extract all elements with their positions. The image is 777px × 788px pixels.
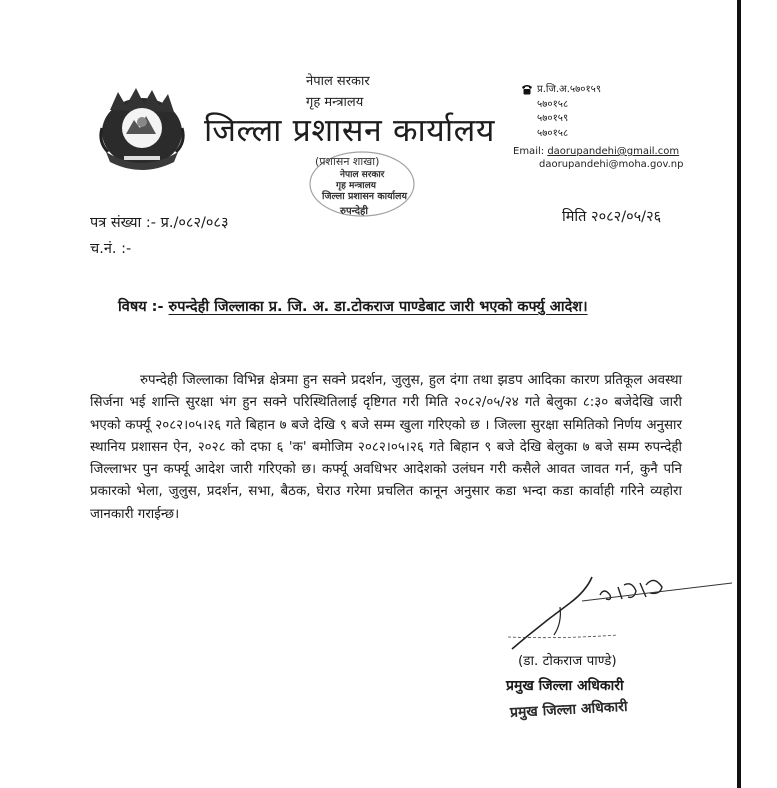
email-link[interactable]: daorupandehi@gmail.com [547, 146, 680, 157]
email-block [513, 145, 683, 171]
body-paragraph: रुपन्देही जिल्लाका विभिन्न क्षेत्रमा हुन सक्ने प्रदर्शन, जुलुस, हुल दंगा तथा झडप आदिका कारण प्रतिकूल अवस्था सिर्जना भई शान्ति सुरक्षा भंग हुन सक्ने परिस्थितिलाई दृष्टिगत गरी मिति २०८२/०५/२४ गते बेलुका ८:३० बजेदेखि जारी भएको कर्फ्यू २०८२।०५।२६ गते बिहान ७ बजे देखि ९ बजे सम्म खुला गरिएको छ । जिल्ला सुरक्षा समितिको निर्णय अनुसार स्थानिय प्रशासन ऐन, २०२८ को दफा ६ 'क' बमोजिम २०८२।०५।२६ गते बिहान ९ बजे देखि बेलुका ७ बजे सम्म रुपन्देही जिल्लाभर पुन कर्फ्यू आदेश जारी गरिएको छ। कर्फ्यू अवधिभर आदेशको उलंघन गरी कसैले आवत जावत गर्न, कुनै पनि प्रकारको भेला, जुलुस, प्रदर्शन, सभा, बैठक, घेराउ गरेमा प्रचलित कानून अनुसार कडा भन्दा कडा कार्वाही गरिने व्यहोरा जानकारी गराईन्छ। [90, 373, 682, 522]
phone-number: ५७०१५८ [537, 127, 569, 139]
letter-number: पत्र संख्या :- प्र./०८२/०८३ [90, 215, 229, 231]
seal-line-4: जिल्ला प्रशासन कार्यालय [322, 191, 408, 202]
nepal-emblem-icon [96, 82, 188, 172]
phone-number: ५७०१५९ [537, 113, 569, 124]
phone-list [537, 83, 601, 141]
signatory-designation: प्रमुख जिल्ला अधिकारी [506, 678, 624, 694]
seal-line-3: गृह मन्त्रालय [336, 181, 376, 191]
handwritten-signature [500, 565, 735, 665]
government-name: नेपाल सरकार [306, 74, 370, 89]
signatory-name: (डा. टोकराज पाण्डे) [518, 653, 617, 669]
subject-text: रुपन्देही जिल्लाका प्र. जि. अ. डा.टोकराज पाण्डेबाट जारी भएको कर्फ्यु आदेश। [168, 299, 588, 315]
phone-number: प्र.जि.अ.५७०१५९ [537, 84, 602, 95]
subject-label: विषय :- [118, 299, 164, 315]
email-label: Email: [513, 146, 545, 157]
telephone-icon [521, 84, 533, 95]
seal-line-1: (प्रशासन शाखा) [315, 155, 380, 168]
ministry-name: गृह मन्त्रालय [306, 95, 364, 110]
subject-line [118, 296, 588, 316]
designation-stamp: प्रमुख जिल्ला अधिकारी [509, 698, 628, 721]
seal-line-2: नेपाल सरकार [340, 170, 385, 180]
letter-date: मिति २०८२/०५/२६ [562, 209, 662, 225]
phone-number: ५७०१५८ [537, 98, 569, 110]
email-link[interactable]: daorupandehi@moha.gov.np [539, 159, 684, 170]
office-title: जिल्ला प्रशासन कार्यालय [204, 111, 495, 149]
dispatch-number: च.नं. :- [90, 241, 132, 257]
page-edge-shadow [737, 0, 741, 788]
seal-line-5: रुपन्देही [340, 206, 368, 217]
